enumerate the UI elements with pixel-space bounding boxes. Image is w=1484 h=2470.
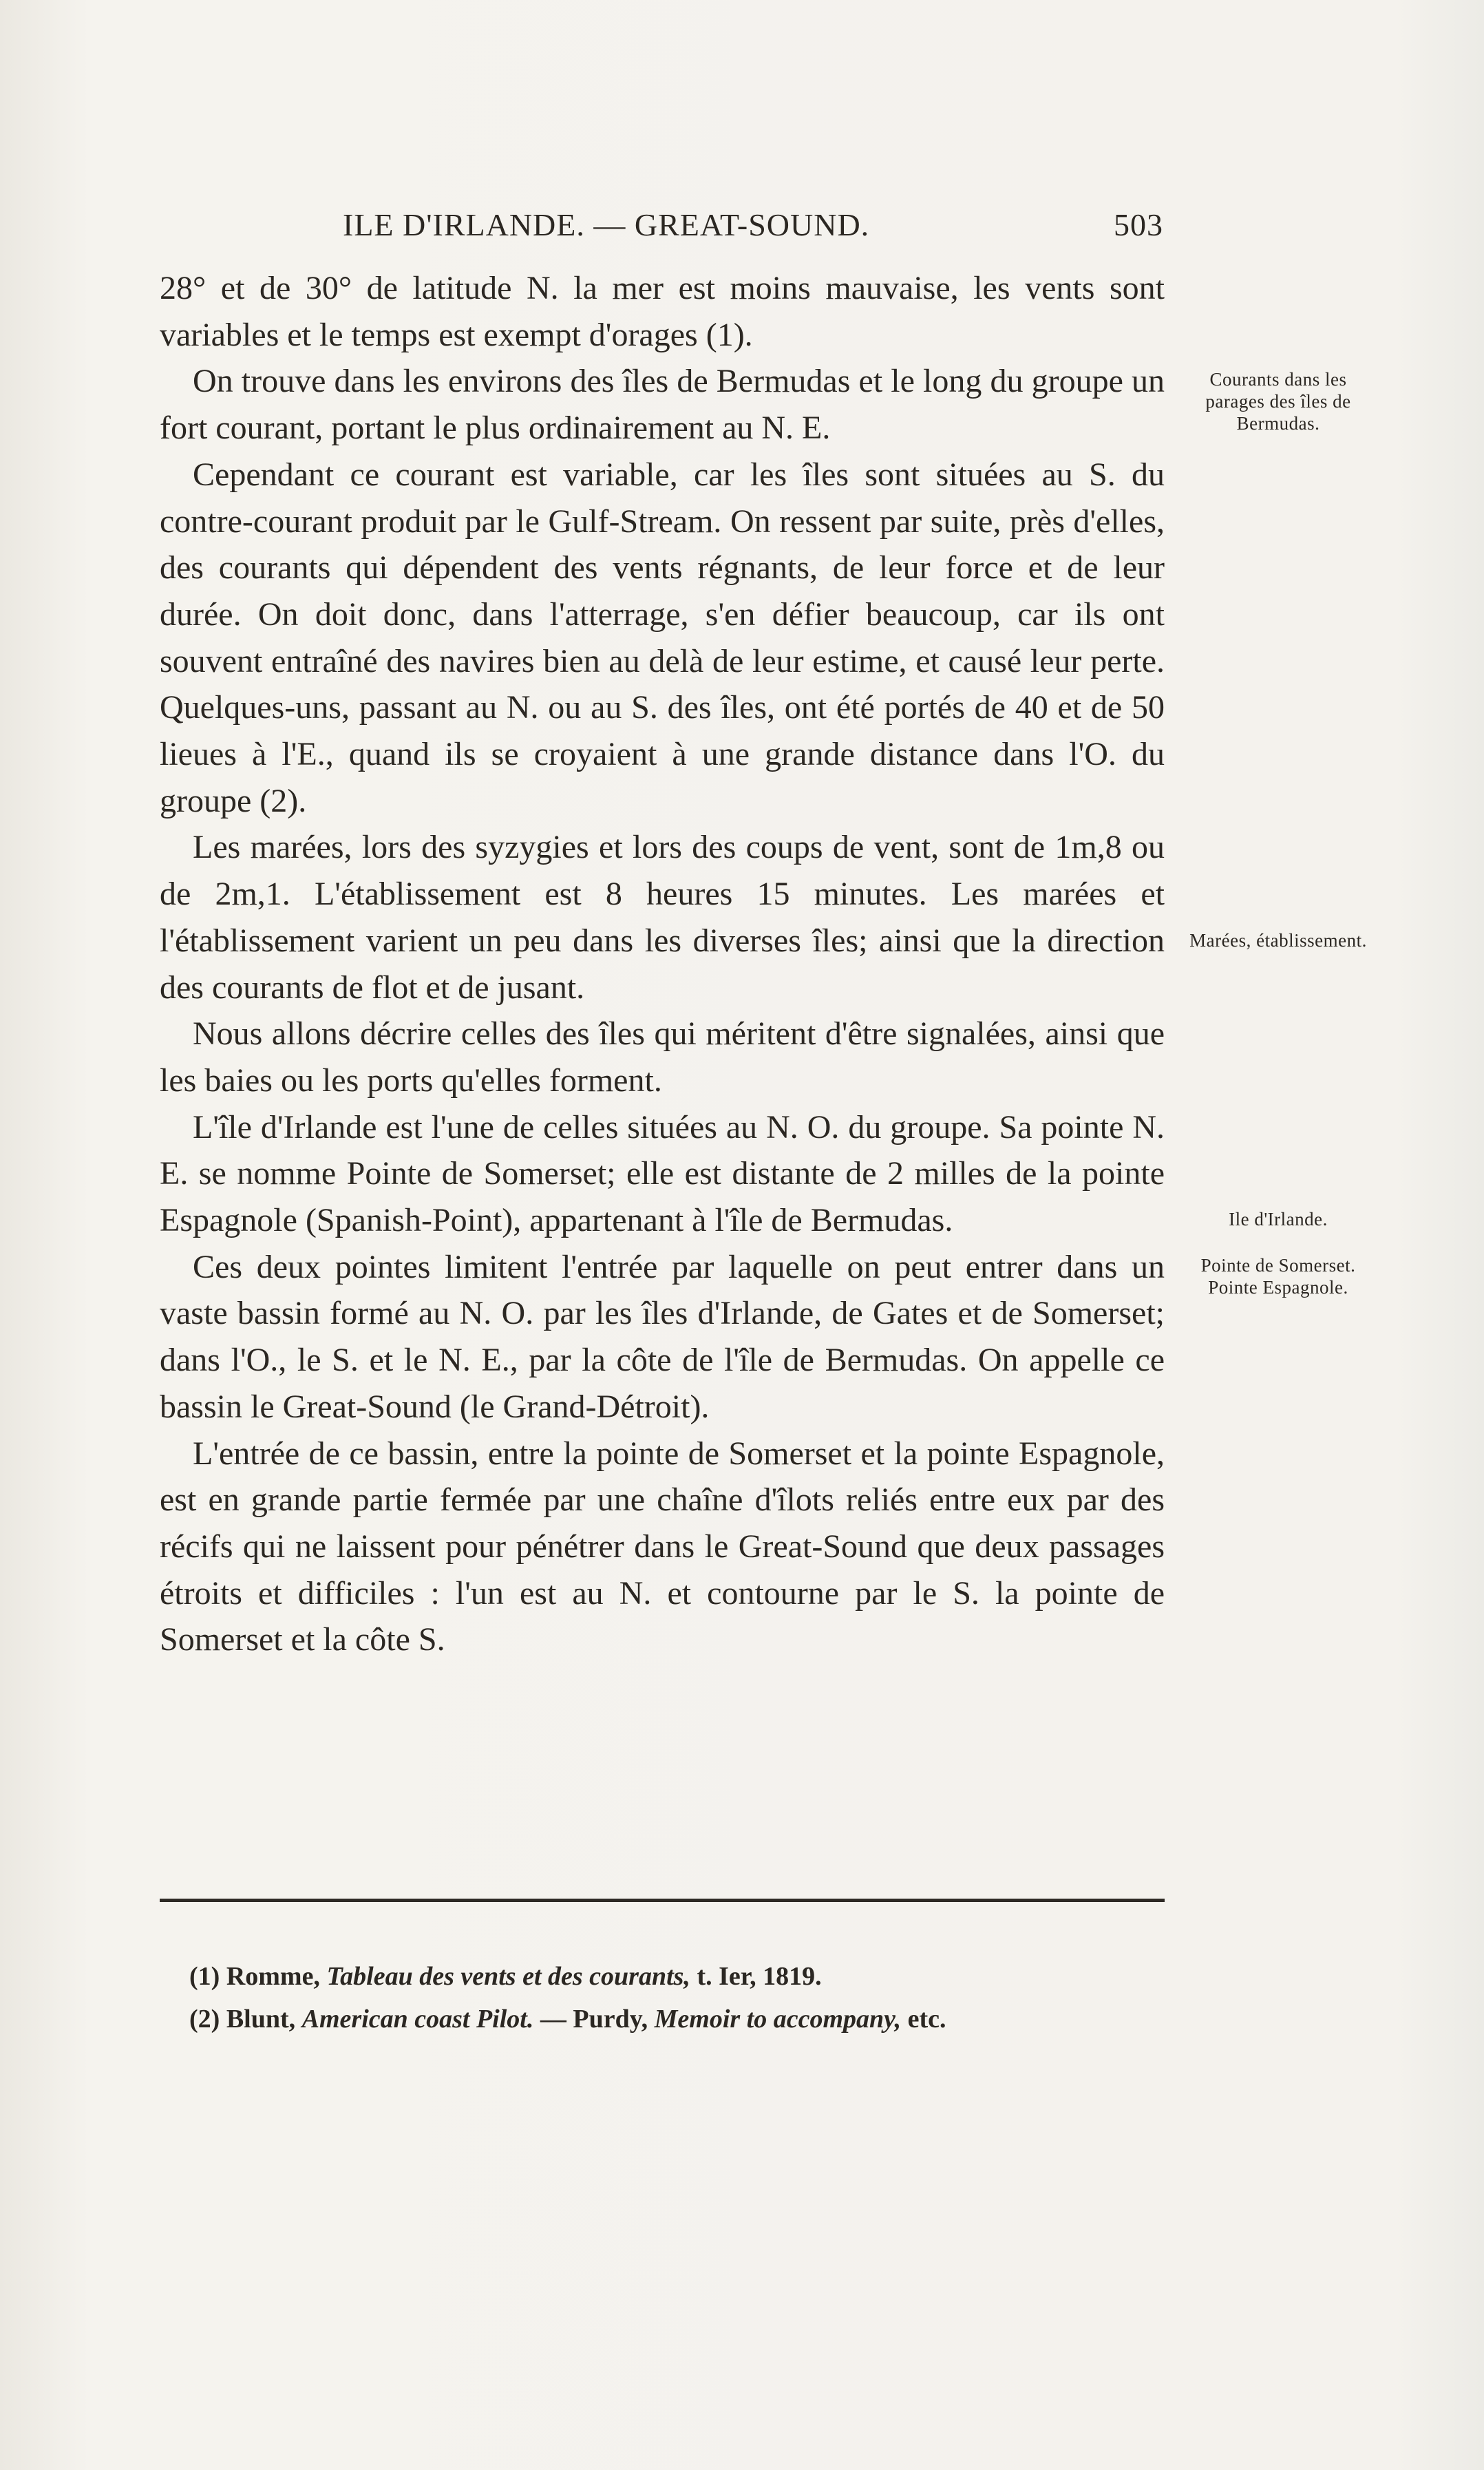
footnote-author: Blunt, [226, 2005, 296, 2034]
paragraph-4: Les marées, lors des syzygies et lors des coups de vent, sont de 1m,8 ou de 2m,1. L'établissement est 8 heures 15 minutes. Les marées et l'établissement varient un peu dans les diverses îles; ainsi que la direction des courants de flot et de jusant. [160, 829, 1165, 1006]
footnote-2 [189, 1998, 1167, 2040]
margin-note-marees: Marées, établissement. [1189, 930, 1367, 951]
margin-note-ile-irlande: Ile d'Irlande. [1229, 1209, 1328, 1229]
running-head-title: ILE D'IRLANDE. — GREAT-SOUND. [343, 207, 870, 242]
margin-note-courants: Courants dans les parages des îles de Bermudas. [1205, 369, 1351, 434]
paragraph-6: L'île d'Irlande est l'une de celles situées au N. O. du groupe. Sa pointe N. E. se nomme Pointe de Somerset; elle est distante de 2 milles de la pointe Espagnole (Spanish-Point), appartenant à l'île de Bermudas. [160, 1108, 1165, 1239]
footnote-rest: t. Ier, 1819. [697, 1962, 822, 1991]
body-text [160, 265, 1165, 1663]
footnote-rule [160, 1899, 1165, 1902]
paragraph-8: L'entrée de ce bassin, entre la pointe de Somerset et la pointe Espagnole, est en grande partie fermée par une chaîne d'îlots reliés entre eux par des récifs qui ne laissent pour pénétrer dans le Great-Sound que deux passages étroits et difficiles : l'un est au N. et contourne par le S. la pointe de Somerset et la côte S. [160, 1435, 1165, 1658]
margin-note-pointes: Pointe de Somerset. Pointe Espagnole. [1200, 1255, 1356, 1298]
paragraph-1: 28° et de 30° de latitude N. la mer est moins mauvaise, les vents sont variables et le temps est exempt d'orages (1). [160, 270, 1165, 353]
footnote-marker: (1) [189, 1962, 220, 1991]
footnote-rest: etc. [907, 2005, 946, 2034]
footnote-work-2: Memoir to accompany, [654, 2005, 902, 2034]
paragraph-2: On trouve dans les environs des îles de Bermudas et le long du groupe un fort courant, portant le plus ordinairement au N. E. [160, 363, 1165, 447]
footnote-mid: — Purdy, [540, 2005, 648, 2034]
footnote-work: Tableau des vents et des courants, [326, 1962, 690, 1991]
page-number: 503 [1114, 207, 1163, 242]
footnote-1 [189, 1955, 1167, 1998]
footnote-work: American coast Pilot. [301, 2005, 534, 2034]
footnote-marker: (2) [189, 2005, 220, 2034]
running-head [158, 207, 1163, 248]
paragraph-7: Ces deux pointes limitent l'entrée par laquelle on peut entrer dans un vaste bassin formé au N. O. par les îles d'Irlande, de Gates et de Somerset; dans l'O., le S. et le N. E., par la côte de l'île de Bermudas. On appelle ce bassin le Great-Sound (le Grand-Détroit). [160, 1248, 1165, 1425]
paragraph-5: Nous allons décrire celles des îles qui méritent d'être signalées, ainsi que les baies ou les ports qu'elles forment. [160, 1015, 1165, 1099]
footnote-author: Romme, [226, 1962, 320, 1991]
paragraph-3: Cependant ce courant est variable, car les îles sont situées au S. du contre-courant produit par le Gulf-Stream. On ressent par suite, près d'elles, des courants qui dépendent des vents régnants, de leur force et de leur durée. On doit donc, dans l'atterrage, s'en défier beaucoup, car ils ont souvent entraîné des navires bien au delà de leur estime, et causé leur perte. Quelques-uns, passant au N. ou au S. des îles, ont été portés de 40 et de 50 lieues à l'E., quand ils se croyaient à une grande distance dans l'O. du groupe (2). [160, 456, 1165, 819]
footnotes [189, 1955, 1167, 2040]
